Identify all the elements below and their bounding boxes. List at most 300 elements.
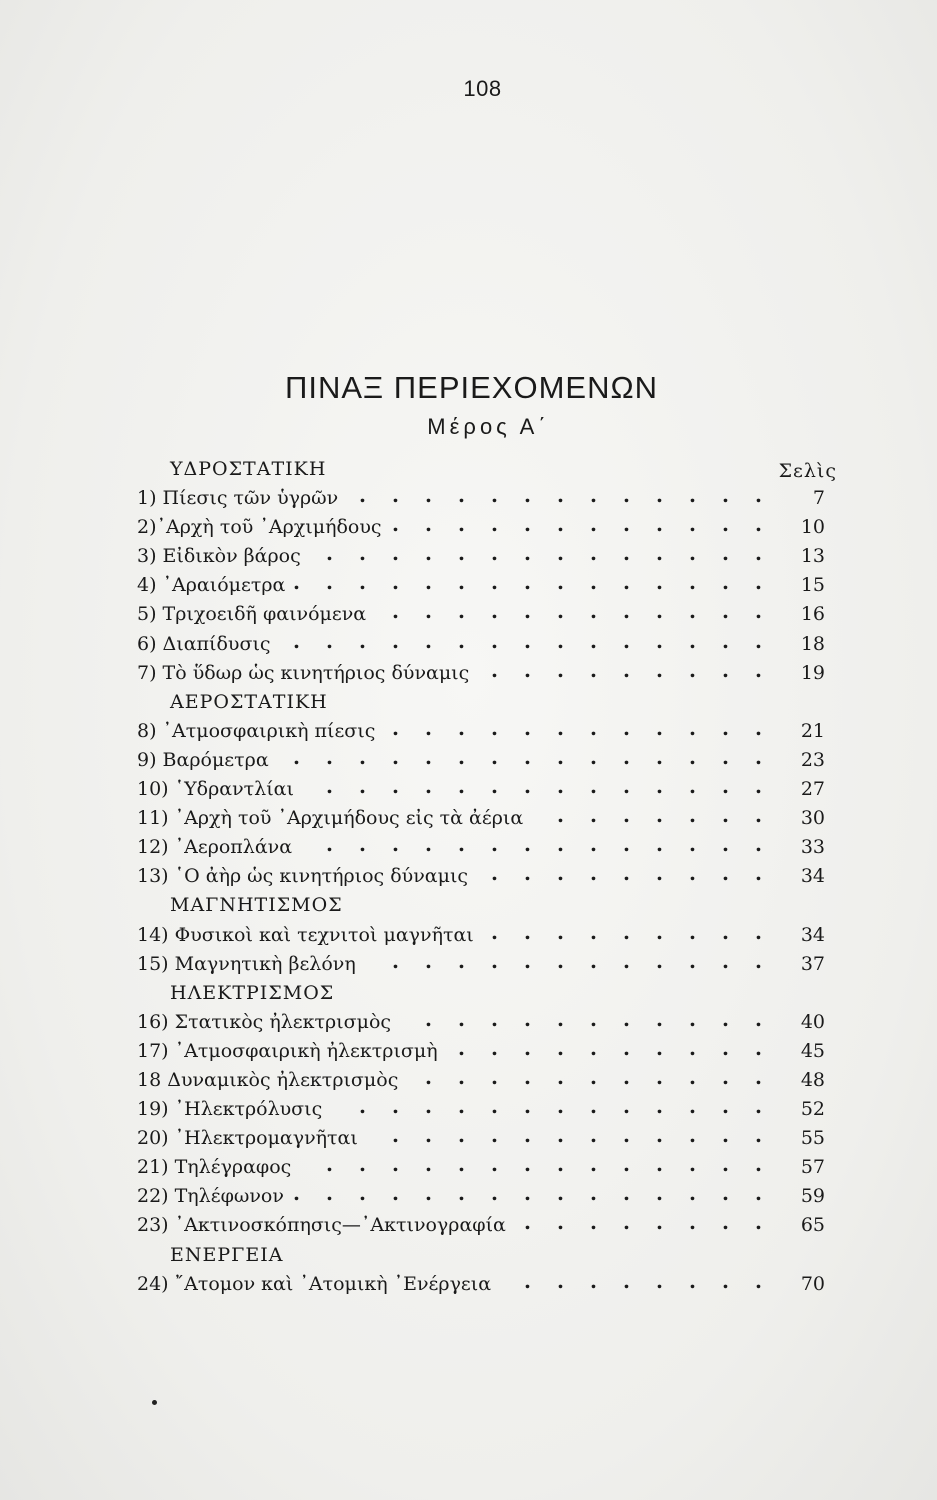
toc-entry xyxy=(137,1211,837,1240)
leader-dot: . xyxy=(491,599,498,624)
toc-entry-page: 30 xyxy=(800,807,825,830)
leader-dot: . xyxy=(458,1123,465,1148)
leader-dot: . xyxy=(425,1006,432,1031)
toc-entry-page: 65 xyxy=(800,1214,825,1237)
leader-dot: . xyxy=(458,774,465,799)
leader-dot: . xyxy=(656,1123,663,1148)
leader-dot: . xyxy=(491,1181,498,1206)
leader-dot: . xyxy=(590,483,597,508)
leader-dot: . xyxy=(722,628,729,653)
toc-entry-label: 15) Μαγνητικὴ βελόνη xyxy=(137,952,356,975)
toc-entry xyxy=(137,571,837,600)
leader-dot: . xyxy=(623,541,630,566)
toc-entry-label: 22) Τηλέφωνον xyxy=(137,1185,284,1208)
toc-entry xyxy=(137,833,837,862)
leader-dot: . xyxy=(524,1210,531,1235)
leader-dot: . xyxy=(392,744,399,769)
leader-dot: . xyxy=(458,599,465,624)
leader-dot: . xyxy=(656,512,663,537)
leader-dot: . xyxy=(689,483,696,508)
leader-dot: . xyxy=(722,1210,729,1235)
leader-dot: . xyxy=(623,1035,630,1060)
leader-dot: . xyxy=(656,948,663,973)
leader-dot: . xyxy=(755,1152,762,1177)
leader-dot: . xyxy=(458,541,465,566)
leader-dot: . xyxy=(689,919,696,944)
leader-dot: . xyxy=(326,570,333,595)
leader-dot: . xyxy=(689,1152,696,1177)
leader-dot: . xyxy=(359,744,366,769)
toc-entry-label: 20) ᾿Ηλεκτρομαγνῆται xyxy=(137,1127,358,1150)
leader-dot: . xyxy=(557,1006,564,1031)
leader-dot: . xyxy=(458,1152,465,1177)
leader-dot: . xyxy=(359,774,366,799)
toc-entry-label: 12) ᾿Αεροπλάνα xyxy=(137,836,293,859)
leader-dot: . xyxy=(425,715,432,740)
leader-dot: . xyxy=(524,1268,531,1293)
leader-dot: . xyxy=(623,657,630,682)
leader-dot: . xyxy=(590,1210,597,1235)
toc-entry-page: 59 xyxy=(800,1185,825,1208)
leader-dot: . xyxy=(458,628,465,653)
section-heading-label: ΑΕΡΟΣΤΑΤΙΚΗ xyxy=(170,690,328,713)
leader-dot: . xyxy=(656,715,663,740)
leader-dot: . xyxy=(590,832,597,857)
leader-dot: . xyxy=(689,774,696,799)
toc-entry-page: 34 xyxy=(800,865,825,888)
leader-dot: . xyxy=(557,948,564,973)
leader-dot: . xyxy=(392,1152,399,1177)
leader-dot: . xyxy=(689,570,696,595)
leader-dot: . xyxy=(557,1094,564,1119)
leader-dot: . xyxy=(557,919,564,944)
leader-dot: . xyxy=(689,599,696,624)
leader-dot: . xyxy=(491,1094,498,1119)
toc-entry xyxy=(137,542,837,571)
leader-dot: . xyxy=(557,861,564,886)
leader-dot: . xyxy=(590,1006,597,1031)
leader-dot: . xyxy=(524,541,531,566)
toc-entry-label: 7) Τὸ ὕδωρ ὡς κινητήριος δύναμις xyxy=(137,661,470,684)
leader-dot: . xyxy=(326,744,333,769)
toc-entry-page: 45 xyxy=(800,1039,825,1062)
leader-dot: . xyxy=(755,628,762,653)
leader-dot: . xyxy=(656,599,663,624)
section-heading xyxy=(137,455,837,484)
leader-dot: . xyxy=(722,832,729,857)
leader-dot: . xyxy=(557,541,564,566)
leader-dot: . xyxy=(722,1064,729,1089)
leader-dot: . xyxy=(491,948,498,973)
leader-dot: . xyxy=(656,541,663,566)
leader-dot: . xyxy=(458,832,465,857)
leader-dot: . xyxy=(590,774,597,799)
leader-dot: . xyxy=(623,744,630,769)
leader-dot: . xyxy=(689,861,696,886)
toc-entry xyxy=(137,1270,837,1299)
toc-entry-label: 2)᾿Αρχὴ τοῦ ᾿Αρχιμήδους xyxy=(137,516,382,539)
leader-dot: . xyxy=(293,744,300,769)
leader-dot: . xyxy=(656,1035,663,1060)
toc-entry-label: 4) ᾿Αραιόμετρα xyxy=(137,574,286,597)
leader-dot: . xyxy=(689,1123,696,1148)
leader-dot: . xyxy=(425,599,432,624)
leader-dot: . xyxy=(392,715,399,740)
toc-entry-page: 48 xyxy=(800,1068,825,1091)
leader-dot: . xyxy=(755,1181,762,1206)
leader-dot: . xyxy=(656,861,663,886)
leader-dot: . xyxy=(689,1210,696,1235)
leader-dot: . xyxy=(722,599,729,624)
leader-dot: . xyxy=(755,1268,762,1293)
toc-entry xyxy=(137,1066,837,1095)
leader-dot: . xyxy=(458,1094,465,1119)
leader-dot: . xyxy=(491,512,498,537)
toc-entry-label: 9) Βαρόμετρα xyxy=(137,748,269,771)
leader-dot: . xyxy=(623,512,630,537)
leader-dot: . xyxy=(755,715,762,740)
leader-dot: . xyxy=(623,483,630,508)
leader-dot: . xyxy=(491,774,498,799)
toc-entry-page: 55 xyxy=(800,1127,825,1150)
leader-dot: . xyxy=(722,1123,729,1148)
leader-dot: . xyxy=(755,1210,762,1235)
toc-entry-page: 37 xyxy=(800,952,825,975)
leader-dot: . xyxy=(557,483,564,508)
toc-entry-label: 1) Πίεσις τῶν ὑγρῶν xyxy=(137,487,339,510)
leader-dot: . xyxy=(392,512,399,537)
leader-dot: . xyxy=(524,628,531,653)
leader-dot: . xyxy=(524,1123,531,1148)
toc-entry xyxy=(137,600,837,629)
leader-dot: . xyxy=(359,1152,366,1177)
leader-dot: . xyxy=(425,1094,432,1119)
leader-dot: . xyxy=(689,744,696,769)
toc-entry xyxy=(137,862,837,891)
leader-dot: . xyxy=(524,832,531,857)
toc-entry-label: 21) Τηλέγραφος xyxy=(137,1156,292,1179)
leader-dot: . xyxy=(755,599,762,624)
leader-dot: . xyxy=(722,483,729,508)
leader-dot: . xyxy=(557,744,564,769)
toc-entry-label: 5) Τριχοειδῆ φαινόμενα xyxy=(137,603,367,626)
leader-dot: . xyxy=(392,774,399,799)
leader-dot: . xyxy=(524,483,531,508)
leader-dot: . xyxy=(425,832,432,857)
leader-dot: . xyxy=(722,1181,729,1206)
leader-dot: . xyxy=(755,512,762,537)
toc-entry xyxy=(137,921,837,950)
leader-dot: . xyxy=(722,1152,729,1177)
leader-dot: . xyxy=(425,1152,432,1177)
leader-dot: . xyxy=(557,1181,564,1206)
leader-dot: . xyxy=(623,1094,630,1119)
leader-dot: . xyxy=(689,1268,696,1293)
leader-dot: . xyxy=(491,861,498,886)
leader-dot: . xyxy=(689,803,696,828)
leader-dot: . xyxy=(689,1094,696,1119)
toc-entry-page: 13 xyxy=(800,545,825,568)
leader-dot: . xyxy=(524,657,531,682)
toc-entry xyxy=(137,1008,837,1037)
leader-dot: . xyxy=(689,628,696,653)
toc-entry xyxy=(137,630,837,659)
leader-dot: . xyxy=(656,628,663,653)
leader-dot: . xyxy=(590,541,597,566)
toc-entry-label: 17) ᾿Ατμοσφαιρικὴ ἠλεκτρισμὴ xyxy=(137,1039,438,1062)
toc-entry-label: 24) ῎Ατομον καὶ ᾿Ατομικὴ ᾿Ενέργεια xyxy=(137,1272,492,1295)
leader-dot: . xyxy=(590,1152,597,1177)
leader-dot: . xyxy=(326,774,333,799)
leader-dot: . xyxy=(458,1006,465,1031)
toc-entry xyxy=(137,950,837,979)
leader-dot: . xyxy=(590,1035,597,1060)
leader-dot: . xyxy=(656,1210,663,1235)
leader-dot: . xyxy=(491,715,498,740)
toc-entry-label: 8) ᾿Ατμοσφαιρικὴ πίεσις xyxy=(137,719,376,742)
toc-entry-label: 16) Στατικὸς ἠλεκτρισμὸς xyxy=(137,1010,392,1033)
toc-entry xyxy=(137,1037,837,1066)
leader-dot: . xyxy=(689,715,696,740)
leader-dot: . xyxy=(590,803,597,828)
leader-dot: . xyxy=(755,774,762,799)
leader-dot: . xyxy=(590,1064,597,1089)
leader-dot: . xyxy=(590,628,597,653)
leader-dot: . xyxy=(491,1152,498,1177)
leader-dot: . xyxy=(491,657,498,682)
ink-speck xyxy=(152,1400,157,1405)
page-column-header: Σελὶς xyxy=(778,460,837,482)
leader-dot: . xyxy=(722,774,729,799)
toc-entry-label: 14) Φυσικοὶ καὶ τεχνιτοὶ μαγνῆται xyxy=(137,923,474,946)
leader-dot: . xyxy=(524,1064,531,1089)
toc-entry-page: 16 xyxy=(800,603,825,626)
leader-dot: . xyxy=(755,570,762,595)
table-of-contents xyxy=(137,455,837,1299)
leader-dot: . xyxy=(656,1006,663,1031)
leader-dot: . xyxy=(722,861,729,886)
toc-entry-label: 11) ᾿Αρχὴ τοῦ ᾿Αρχιμήδους εἰς τὰ ἀέρια xyxy=(137,807,524,830)
leader-dot: . xyxy=(359,541,366,566)
section-heading xyxy=(137,688,837,717)
leader-dot: . xyxy=(623,1152,630,1177)
leader-dot: . xyxy=(458,744,465,769)
leader-dot: . xyxy=(590,657,597,682)
leader-dot: . xyxy=(722,541,729,566)
leader-dot: . xyxy=(557,1268,564,1293)
leader-dot: . xyxy=(524,715,531,740)
leader-dot: . xyxy=(557,512,564,537)
leader-dot: . xyxy=(689,512,696,537)
toc-entry xyxy=(137,1124,837,1153)
toc-entry-page: 34 xyxy=(800,923,825,946)
leader-dot: . xyxy=(326,1152,333,1177)
leader-dot: . xyxy=(656,1064,663,1089)
leader-dot: . xyxy=(524,1181,531,1206)
toc-entry-label: 6) Διαπίδυσις xyxy=(137,632,271,655)
leader-dot: . xyxy=(656,483,663,508)
leader-dot: . xyxy=(557,628,564,653)
leader-dot: . xyxy=(524,512,531,537)
leader-dot: . xyxy=(491,832,498,857)
toc-entry-page: 70 xyxy=(800,1272,825,1295)
toc-entry-label: 10) ῾Υδραντλίαι xyxy=(137,778,294,801)
leader-dot: . xyxy=(557,715,564,740)
leader-dot: . xyxy=(755,483,762,508)
toc-entry-page: 21 xyxy=(800,719,825,742)
section-heading xyxy=(137,979,837,1008)
leader-dot: . xyxy=(524,1035,531,1060)
leader-dot: . xyxy=(557,1035,564,1060)
leader-dot: . xyxy=(425,1181,432,1206)
leader-dot: . xyxy=(590,1181,597,1206)
leader-dot: . xyxy=(623,570,630,595)
leader-dot: . xyxy=(590,715,597,740)
leader-dot: . xyxy=(656,803,663,828)
toc-entry-page: 15 xyxy=(800,574,825,597)
leader-dot: . xyxy=(722,512,729,537)
toc-entry xyxy=(137,717,837,746)
leader-dot: . xyxy=(689,1064,696,1089)
leader-dot: . xyxy=(425,774,432,799)
leader-dot: . xyxy=(524,774,531,799)
leader-dot: . xyxy=(722,1035,729,1060)
leader-dot: . xyxy=(458,512,465,537)
leader-dot: . xyxy=(425,744,432,769)
leader-dot: . xyxy=(656,570,663,595)
leader-dot: . xyxy=(293,1181,300,1206)
section-heading-label: ΥΔΡΟΣΤΑΤΙΚΗ xyxy=(170,458,327,480)
page-number: 108 xyxy=(463,76,502,101)
leader-dot: . xyxy=(656,744,663,769)
leader-dot: . xyxy=(326,832,333,857)
leader-dot: . xyxy=(590,1094,597,1119)
leader-dot: . xyxy=(656,1181,663,1206)
leader-dot: . xyxy=(623,832,630,857)
leader-dot: . xyxy=(359,832,366,857)
toc-entry-page: 10 xyxy=(800,516,825,539)
leader-dot: . xyxy=(623,628,630,653)
leader-dot: . xyxy=(425,512,432,537)
toc-entry xyxy=(137,1153,837,1182)
toc-entry xyxy=(137,804,837,833)
leader-dot: . xyxy=(392,570,399,595)
leader-dot: . xyxy=(722,948,729,973)
leader-dot: . xyxy=(623,1064,630,1089)
leader-dot: . xyxy=(590,948,597,973)
section-heading xyxy=(137,1241,837,1270)
leader-dot: . xyxy=(656,919,663,944)
leader-dot: . xyxy=(326,1181,333,1206)
leader-dot: . xyxy=(425,1123,432,1148)
leader-dot: . xyxy=(755,861,762,886)
toc-entry xyxy=(137,659,837,688)
leader-dot: . xyxy=(491,1064,498,1089)
leader-dot: . xyxy=(425,628,432,653)
leader-dot: . xyxy=(524,1094,531,1119)
leader-dot: . xyxy=(458,570,465,595)
leader-dot: . xyxy=(755,1006,762,1031)
leader-dot: . xyxy=(656,1152,663,1177)
leader-dot: . xyxy=(524,1006,531,1031)
leader-dot: . xyxy=(590,570,597,595)
leader-dot: . xyxy=(491,919,498,944)
leader-dot: . xyxy=(557,1123,564,1148)
leader-dot: . xyxy=(590,512,597,537)
leader-dot: . xyxy=(359,628,366,653)
page-title: ΠΙΝΑΞ ΠΕΡΙΕΧΟΜΕΝΩΝ xyxy=(284,370,659,405)
leader-dot: . xyxy=(524,599,531,624)
leader-dot: . xyxy=(425,483,432,508)
leader-dot: . xyxy=(689,1035,696,1060)
leader-dot: . xyxy=(755,1094,762,1119)
leader-dot: . xyxy=(590,744,597,769)
section-heading-label: ΜΑΓΝΗΤΙΣΜΟΣ xyxy=(170,894,343,917)
leader-dot: . xyxy=(491,1006,498,1031)
section-heading-label: ΗΛΕΚΤΡΙΣΜΟΣ xyxy=(170,981,335,1004)
leader-dot: . xyxy=(689,832,696,857)
toc-entry xyxy=(137,746,837,775)
leader-dot: . xyxy=(524,1152,531,1177)
toc-entry-label: 18 Δυναμικὸς ἠλεκτρισμὸς xyxy=(137,1068,399,1091)
leader-dot: . xyxy=(458,1035,465,1060)
toc-entry xyxy=(137,1095,837,1124)
leader-dot: . xyxy=(491,483,498,508)
leader-dot: . xyxy=(722,919,729,944)
toc-entry-page: 40 xyxy=(800,1010,825,1033)
leader-dot: . xyxy=(524,861,531,886)
leader-dot: . xyxy=(458,1181,465,1206)
leader-dot: . xyxy=(590,1123,597,1148)
leader-dot: . xyxy=(656,1268,663,1293)
leader-dot: . xyxy=(755,948,762,973)
toc-entry-page: 7 xyxy=(812,487,825,510)
leader-dot: . xyxy=(524,570,531,595)
leader-dot: . xyxy=(722,715,729,740)
leader-dot: . xyxy=(491,1035,498,1060)
leader-dot: . xyxy=(524,948,531,973)
leader-dot: . xyxy=(392,483,399,508)
leader-dot: . xyxy=(623,803,630,828)
leader-dot: . xyxy=(755,803,762,828)
leader-dot: . xyxy=(722,657,729,682)
toc-entry-page: 27 xyxy=(800,778,825,801)
leader-dot: . xyxy=(722,1006,729,1031)
leader-dot: . xyxy=(491,744,498,769)
leader-dot: . xyxy=(755,832,762,857)
leader-dot: . xyxy=(722,1094,729,1119)
toc-entry-page: 52 xyxy=(800,1098,825,1121)
leader-dot: . xyxy=(590,919,597,944)
leader-dot: . xyxy=(656,1094,663,1119)
leader-dot: . xyxy=(755,657,762,682)
leader-dot: . xyxy=(656,657,663,682)
leader-dot: . xyxy=(689,948,696,973)
leader-dot: . xyxy=(392,1181,399,1206)
toc-entry-label: 13) ῾Ο ἀὴρ ὡς κινητήριος δύναμις xyxy=(137,865,469,888)
leader-dot: . xyxy=(557,1152,564,1177)
leader-dot: . xyxy=(392,1123,399,1148)
toc-entry-page: 19 xyxy=(800,661,825,684)
leader-dot: . xyxy=(557,1064,564,1089)
leader-dot: . xyxy=(458,948,465,973)
leader-dot: . xyxy=(359,570,366,595)
leader-dot: . xyxy=(689,1181,696,1206)
leader-dot: . xyxy=(590,1268,597,1293)
section-heading-label: ΕΝΕΡΓΕΙΑ xyxy=(170,1243,284,1266)
leader-dot: . xyxy=(623,715,630,740)
leader-dot: . xyxy=(755,1123,762,1148)
